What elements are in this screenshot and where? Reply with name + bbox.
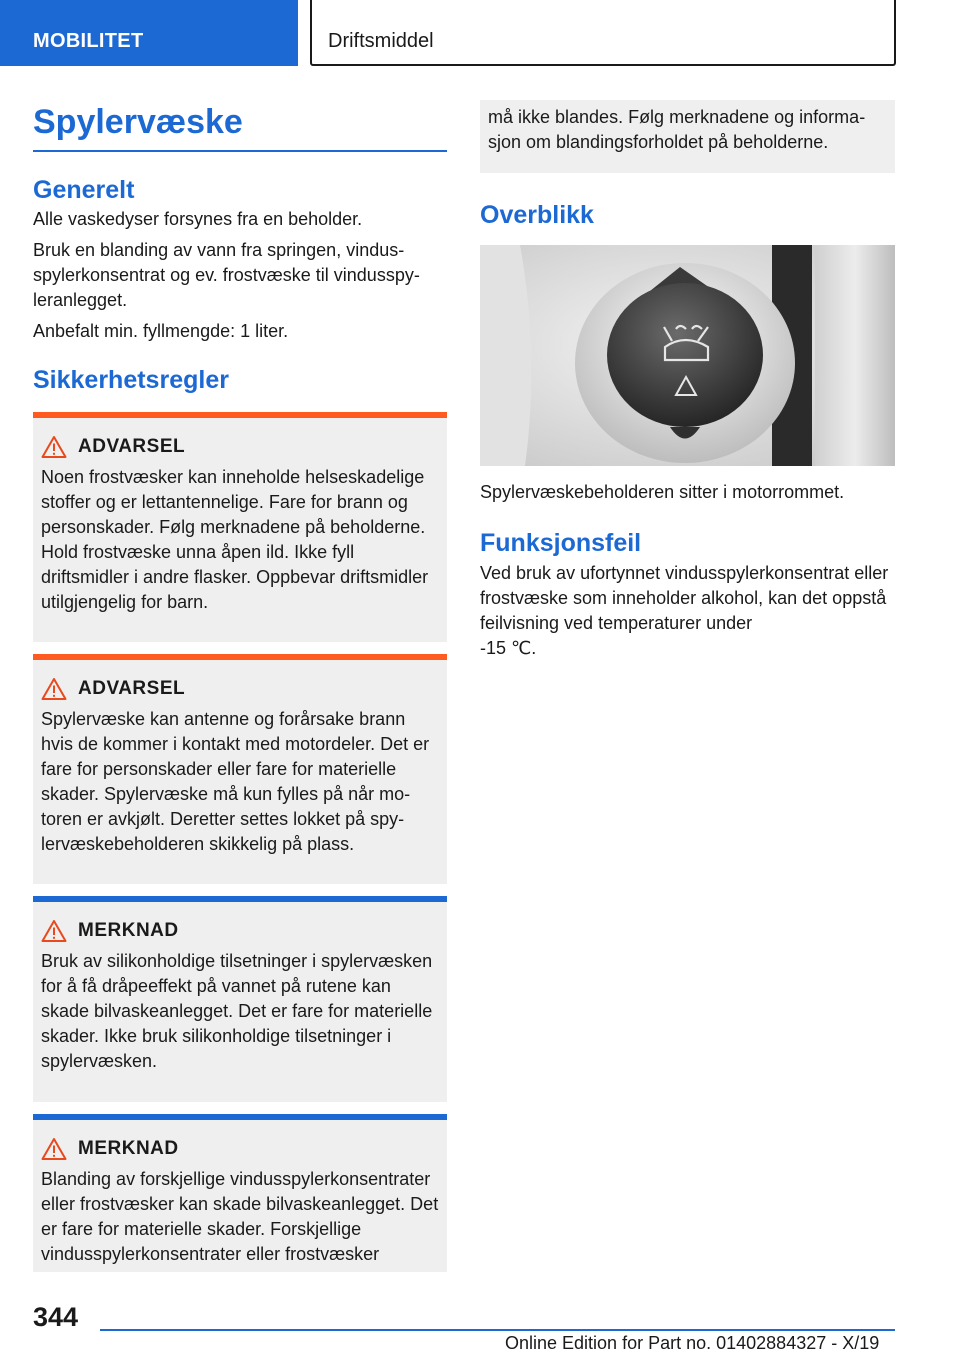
page-number: 344 [33,1302,79,1332]
funksjonsfeil-text: Ved bruk av ufortynnet vindusspylerkonsentrat eller frostvæske som inneholder alkohol, kan det oppstå feilvisning ved temperaturer under [480,563,889,633]
right-column [480,100,895,661]
warning-label: ADVARSEL [78,678,186,699]
warning-text: Noen frostvæsker kan inneholde helseskadelige stoffer og er lettantennelige. Fare for brann og personskader. Følg merknadene på beholderne. Hold frostvæske unna åpen ild. Ikke fyll driftsmidler i andre flasker. Oppbevar driftsmidler utilgjengelig for barn. [41,467,429,612]
notice-box-2 [33,1114,447,1272]
chapter-label: Driftsmiddel [328,30,434,52]
notice-box-2-continued [480,100,895,173]
washer-reservoir-photo [480,245,895,466]
warning-box-1 [33,412,447,642]
warning-triangle-icon [41,435,67,459]
heading-funksjonsfeil: Funksjonsfeil [480,529,642,557]
notice-text: Bruk av silikonholdige tilsetninger i spylervæsken for å få dråpeeffekt på vannet på rutene kan skade bilvaskeanlegget. Det er fare for materielle skader. Ikke bruk silikonholdige tilsetninger i spylervæsken. [41,951,433,1071]
heading-overblikk: Overblikk [480,201,594,229]
notice-box-header [41,918,439,944]
photo-caption: Spylervæskebeholderen sitter i motorrommet. [480,482,845,502]
warning-box-header [41,434,439,460]
notice-text-continued: må ikke blandes. Følg merknadene og informasjon om blandingsforholdet på beholderne. [488,107,866,152]
notice-box-header [41,1136,439,1162]
warning-box-header [41,676,439,702]
warning-label: ADVARSEL [78,436,186,457]
footer-edition: Online Edition for Part no. 01402884327 - X/19 [505,1333,880,1353]
funksjonsfeil-temperature: -15 ℃. [480,638,537,658]
warning-triangle-icon [41,1137,67,1161]
notice-text: Blanding av forskjellige vindusspylerkonsentrater eller frostvæsker kan skade bilvaskeanlegget. Det er fare for materielle skader. Forskjellige vindusspylerkonsentrater eller frostvæsker [41,1169,439,1264]
page-title: Spylervæske [33,100,447,152]
notice-box-1 [33,896,447,1102]
heading-sikkerhetsregler: Sikkerhetsregler [33,366,229,394]
notice-label: MERKNAD [78,1138,179,1159]
notice-label: MERKNAD [78,920,179,941]
warning-triangle-icon [41,677,67,701]
generelt-paragraph-2: Bruk en blanding av vann fra springen, vindusspylerkonsentrat og ev. frostvæske til vindusspyleranlegget. [33,240,420,310]
chapter-tab[interactable] [310,0,896,66]
section-label: MOBILITET [33,30,144,52]
warning-text: Spylervæske kan antenne og forårsake brann hvis de kommer i kontakt med motordeler. Det er fare for personskader eller fare for materielle skader. Spylervæske må kun fylles på når motoren er avkjølt. Deretter settes lokket på spylervæskebeholderen skikkelig på plass. [41,709,430,854]
generelt-paragraph-3: Anbefalt min. fyllmengde: 1 liter. [33,321,289,341]
left-column [33,100,447,1272]
footer-divider [100,1329,895,1331]
section-tab[interactable] [0,0,298,66]
warning-triangle-icon [41,919,67,943]
heading-generelt: Generelt [33,176,135,204]
warning-box-2 [33,654,447,884]
washer-reservoir-illustration [480,245,895,466]
generelt-paragraph-1: Alle vaskedyser forsynes fra en beholder. [33,209,363,229]
